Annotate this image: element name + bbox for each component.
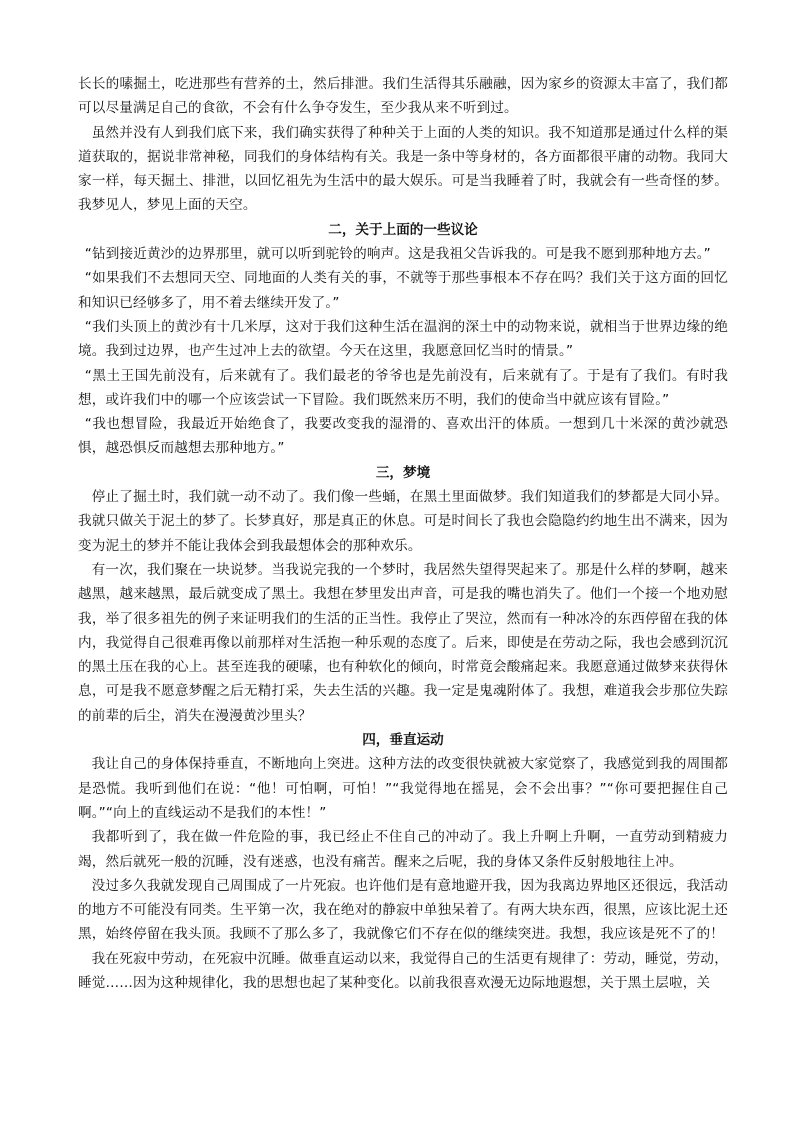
document-page	[78, 72, 728, 995]
quote-paragraph: “我们头顶上的黄沙有十几米厚，这对于我们这种生活在温润的深土中的动物来说，就相当于世界边缘的绝境。我到过边界，也产生过冲上去的欲望。今天在这里，我愿意回忆当时的情景。”	[78, 318, 728, 360]
quote-paragraph: “我也想冒险，我最近开始绝食了，我要改变我的湿滑的、喜欢出汗的体质。一想到几十米深的黄沙就恐惧，越恐惧反而越想去那种地方。”	[78, 416, 728, 457]
paragraph: 有一次，我们聚在一块说梦。当我说完我的一个梦时，我居然失望得哭起来了。那是什么样的梦啊，越来越黑，越来越黑，最后就变成了黑土。我想在梦里发出声音，可是我的嘴也消失了。他们一个接一个地劝慰我，举了很多祖先的例子来证明我们的生活的正当性。我停止了哭泣，然而有一种冰冷的东西停留在我的体内，我觉得自己很难再像以前那样对生活抱一种乐观的态度了。后来，即使是在劳动之际，我也会感到沉沉的黑土压在我的心上。甚至连我的硬嗉，也有种软化的倾向，时常竟会酸痛起来。我愿意通过做梦来获得休息，可是我不愿意梦醒之后无精打采，失去生活的兴趣。我一定是鬼魂附体了。我想，难道我会步那位失踪的前辈的后尘，消失在漫漫黄沙里头？	[78, 561, 728, 724]
section-heading: 四，垂直运动	[362, 732, 444, 749]
quote-paragraph: “如果我们不去想同天空、同地面的人类有关的事，不就等于那些事根本不存在吗？我们关于这方面的回忆和知识已经够多了，用不着去继续开发了。”	[78, 270, 728, 311]
paragraph: 没过多久我就发现自己周围成了一片死寂。也许他们是有意地避开我，因为我离边界地区还很远，我活动的地方不可能没有同类。生平第一次，我在绝对的静寂中单独呆着了。有两大块东西，很黑，应该比泥土还黑，始终停留在我头顶。我顾不了那么多了，我就像它们不存在似的继续突进。我想，我应该是死不了的！	[78, 877, 728, 943]
quote-paragraph: “黑土王国先前没有，后来就有了。我们最老的爷爷也是先前没有，后来就有了。于是有了我们。有时我想，或许我们中的哪一个应该尝试一下冒险。我们既然来历不明，我们的使命当中就应该有冒险。”	[78, 367, 728, 408]
paragraph: 停止了掘土时，我们就一动不动了。我们像一些蛹，在黑土里面做梦。我们知道我们的梦都是大同小异。我就只做关于泥土的梦了。长梦真好，那是真正的休息。可是时间长了我也会隐隐约约地生出不满来，因为变为泥土的梦并不能让我体会到我最想体会的那种欢乐。	[78, 489, 728, 554]
paragraph: 虽然并没有人到我们底下来，我们确实获得了种种关于上面的人类的知识。我不知道那是通过什么样的渠道获取的，据说非常神秘，同我们的身体结构有关。我是一条中等身材的，各方面都很平庸的动物。我同大家一样，每天掘土、排泄，以回忆祖先为生活中的最大娱乐。可是当我睡着了时，我就会有一些奇怪的梦。我梦见人，梦见上面的天空。	[78, 124, 728, 214]
section-heading: 三，梦境	[375, 464, 431, 481]
paragraph: 我都听到了，我在做一件危险的事，我已经止不住自己的冲动了。我上升啊上升啊，一直劳动到精疲力竭，然后就死一般的沉睡，没有迷惑，也没有痛苦。醒来之后呢，我的身体又条件反射般地往上冲。	[78, 829, 728, 870]
paragraph: 长长的嗉掘土，吃进那些有营养的土，然后排泄。我们生活得其乐融融，因为家乡的资源太丰富了，我们都可以尽量满足自己的食欲，不会有什么争夺发生，至少我从来不听到过。	[78, 76, 728, 117]
section-heading: 二，关于上面的一些议论	[328, 221, 478, 238]
paragraph: 我在死寂中劳动，在死寂中沉睡。做垂直运动以来，我觉得自己的生活更有规律了：劳动，睡觉，劳动，睡觉……因为这种规律化，我的思想也起了某种变化。以前我很喜欢漫无边际地遐想，关于黑土层啦，关	[78, 950, 728, 991]
paragraph: 我让自己的身体保持垂直，不断地向上突进。这种方法的改变很快就被大家觉察了，我感觉到我的周围都是恐慌。我听到他们在说：“他！可怕啊，可怕！”“我觉得地在摇晃，会不会出事？”“你可要把握住自己啊。”“向上的直线运动不是我们的本性！”	[78, 756, 728, 821]
quote-paragraph: “钻到接近黄沙的边界那里，就可以听到驼铃的响声。这是我祖父告诉我的。可是我不愿到那种地方去。”	[84, 246, 711, 263]
